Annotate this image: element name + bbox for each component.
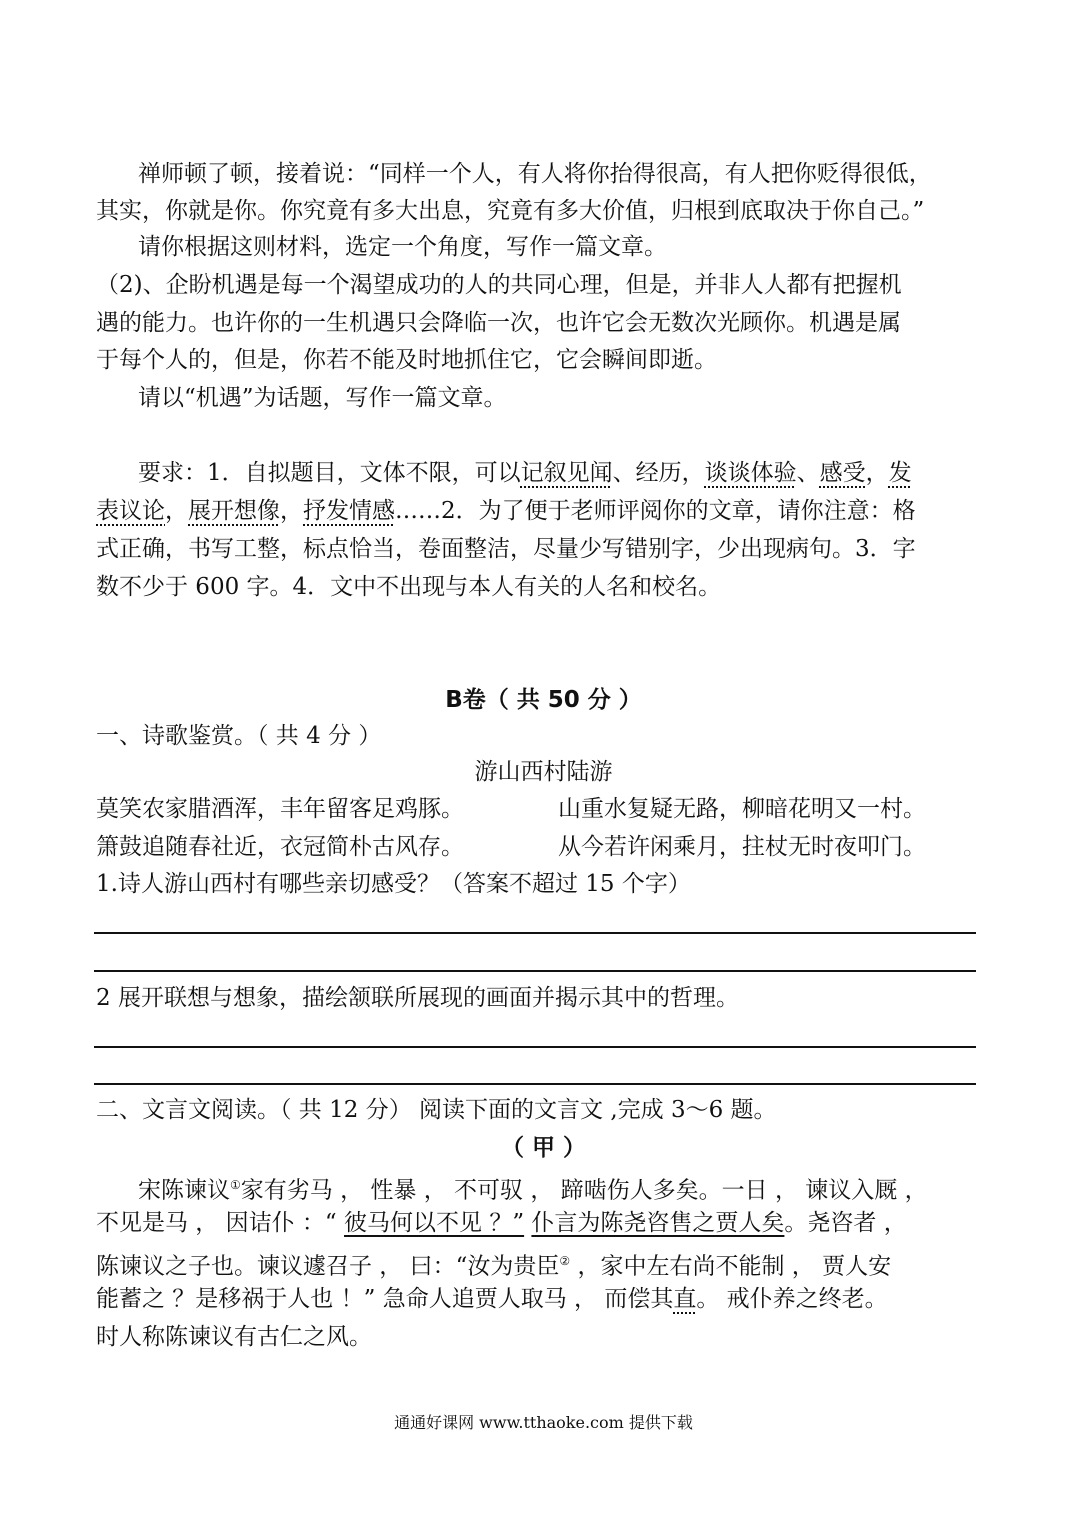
answer-line[interactable] — [94, 970, 976, 972]
question-2: 2 展开联想与想象，描绘颔联所展现的画面并揭示其中的哲理。 — [96, 985, 739, 1011]
passage-line: 时人称陈谏议有古仁之风。 — [96, 1324, 372, 1350]
paragraph-line: 请以“机遇”为话题，写作一篇文章。 — [138, 385, 507, 411]
passage-line: 不见是马 ， 因诘仆 ：“ 彼马何以不见 ？” 仆言为陈尧咨售之贾人矣。尧咨者 ， — [96, 1210, 907, 1236]
footnote-marker: ② — [559, 1254, 571, 1268]
requirements-line: 式正确，书写工整，标点恰当，卷面整洁，尽量少写错别字，少出现病句。3．字 — [96, 536, 916, 562]
paragraph-line: 于每个人的，但是，你若不能及时地抓住它，它会瞬间即逝。 — [96, 347, 717, 373]
poem-line: 莫笑农家腊酒浑，丰年留客足鸡豚。 — [96, 796, 464, 822]
paragraph-line: 请你根据这则材料，选定一个角度，写作一篇文章。 — [138, 234, 667, 260]
requirements-line: 表议论，展开想像，抒发情感……2．为了便于老师评阅你的文章，请你注意：格 — [96, 498, 916, 524]
footnote-marker: ① — [230, 1178, 241, 1192]
answer-line[interactable] — [94, 932, 976, 934]
poem-line: 从今若许闲乘月，拄杖无时夜叩门。 — [558, 834, 926, 860]
paragraph-line: 其实，你就是你。你究竟有多大出息，究竟有多大价值，归根到底取决于你自己。” — [96, 198, 925, 224]
paragraph-line: 遇的能力。也许你的一生机遇只会降临一次，也许它会无数次光顾你。机遇是属 — [96, 310, 901, 336]
requirements-line: 要求：1．自拟题目，文体不限，可以记叙见闻、经历，谈谈体验、感受，发 — [138, 460, 912, 486]
passage-label: （ 甲 ） — [500, 1135, 586, 1161]
question-heading: 二、文言文阅读。（ 共 12 分） 阅读下面的文言文 ,完成 3～6 题。 — [96, 1097, 777, 1123]
question-heading: 一、诗歌鉴赏。（ 共 4 分 ） — [96, 723, 382, 749]
passage-line: 陈谏议之子也。谏议遽召子 ， 曰：“汝为贵臣② ，家中左右尚不能制 ， 贾人安 — [96, 1253, 892, 1280]
poem-line: 箫鼓追随春社近，衣冠简朴古风存。 — [96, 834, 464, 860]
page-footer: 通通好课网 www.tthaoke.com 提供下载 — [394, 1413, 693, 1432]
answer-line[interactable] — [94, 1046, 976, 1048]
poem-line: 山重水复疑无路，柳暗花明又一村。 — [558, 796, 926, 822]
paragraph-line: （2)、企盼机遇是每一个渴望成功的人的共同心理，但是，并非人人都有把握机 — [96, 272, 902, 298]
paragraph-line: 禅师顿了顿，接着说：“同样一个人，有人将你抬得很高，有人把你贬得很低， — [138, 161, 932, 187]
passage-line: 能蓄之 ？是移祸于人也 ！” 急命人追贾人取马 ， 而偿其直。 戒仆养之终老。 — [96, 1286, 888, 1312]
requirements-line: 数不少于 600 字。4．文中不出现与本人有关的人名和校名。 — [96, 574, 722, 600]
section-title: B卷（ 共 50 分 ） — [445, 687, 642, 713]
question-1: 1.诗人游山西村有哪些亲切感受？（答案不超过 15 个字） — [96, 871, 691, 897]
poem-title: 游山西村陆游 — [474, 759, 613, 785]
answer-line[interactable] — [94, 1083, 976, 1085]
passage-line: 宋陈谏议①家有劣马 ， 性暴 ， 不可驭 ， 蹄啮伤人多矣。一日 ， 谏议入厩 ， — [138, 1177, 928, 1204]
